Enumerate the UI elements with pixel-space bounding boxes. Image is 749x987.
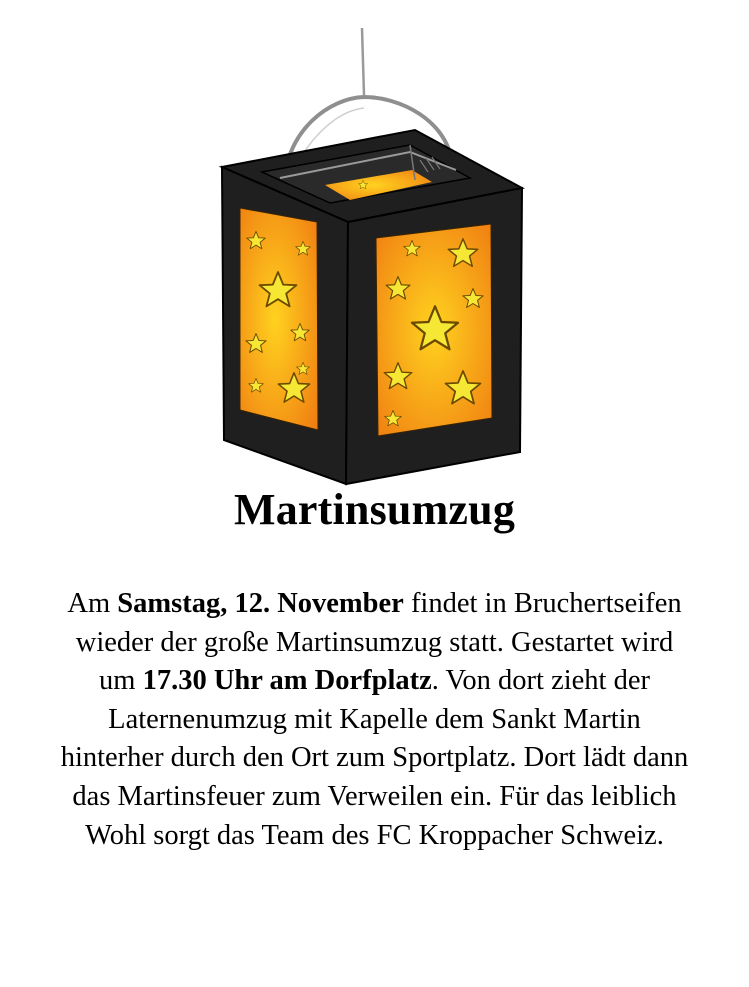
description-end: . Von dort zieht der Laternenumzug mit Kapelle dem Sankt Martin hinterher durch den Ort zum Sportplatz. Dort lädt dann das Martinsfeuer zum Verweilen ein. Für das leiblich Wohl sorgt das Team des FC Kroppacher Schweiz. [60,665,689,851]
lantern-icon [0,0,749,490]
event-time-place: 17.30 Uhr am Dorfplatz [142,665,432,697]
description-intro: Am [67,588,118,619]
hanging-wire [362,28,364,95]
event-date: Samstag, 12. November [117,588,404,619]
description-middle: findet in Bruchertseifen wieder der große Martinsumzug statt. Gestartet wird um [75,588,682,697]
event-title: Martinsumzug [233,485,516,534]
lantern-illustration [0,0,749,490]
event-description [60,585,689,855]
